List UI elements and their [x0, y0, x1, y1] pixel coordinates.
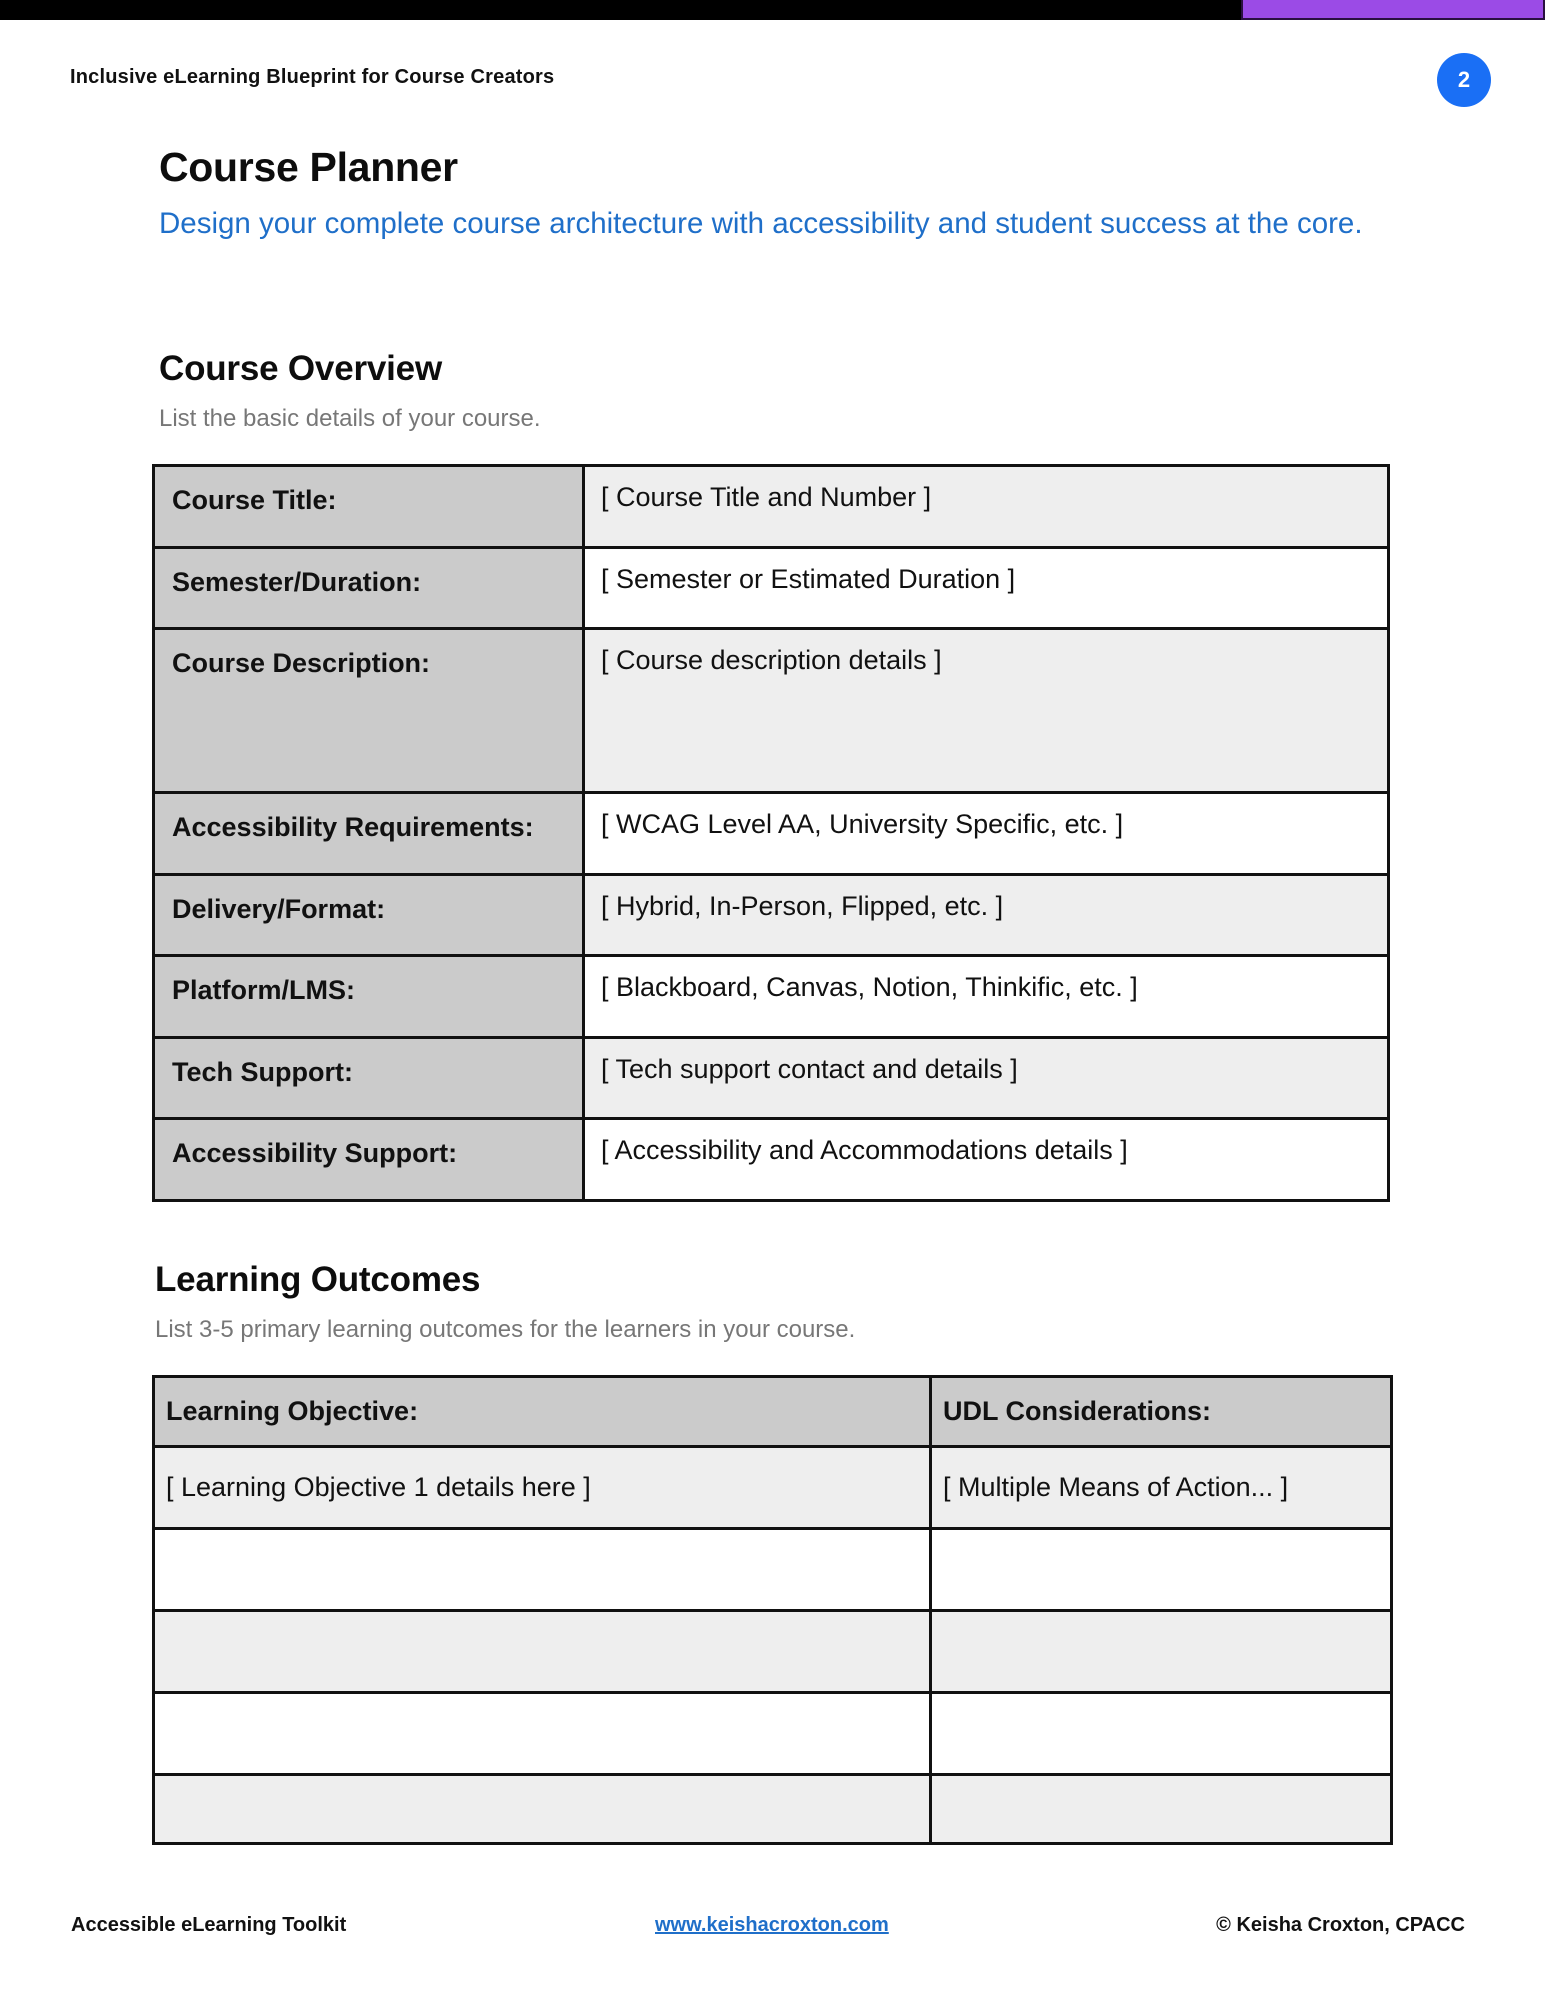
objective-field[interactable] — [154, 1611, 931, 1693]
course-overview-title: Course Overview — [159, 349, 442, 388]
outcome-row — [154, 1693, 1392, 1775]
learning-outcomes-table — [152, 1375, 1393, 1845]
overview-label: Delivery/Format: — [154, 874, 584, 956]
outcome-row — [154, 1447, 1392, 1529]
overview-row-semester — [154, 547, 1389, 629]
top-bar-accent — [1241, 0, 1545, 20]
overview-value-field[interactable]: [ Course Title and Number ] — [584, 466, 1389, 548]
objective-field[interactable] — [154, 1529, 931, 1611]
footer-toolkit-name: Accessible eLearning Toolkit — [71, 1914, 347, 1936]
page-subtitle: Design your complete course architecture with accessibility and student success at the core. — [159, 207, 1363, 240]
outcome-row — [154, 1775, 1392, 1844]
outcomes-header-row — [154, 1377, 1392, 1447]
overview-value-field[interactable]: [ Semester or Estimated Duration ] — [584, 547, 1389, 629]
udl-field[interactable] — [931, 1693, 1392, 1775]
overview-row-accessibility-support — [154, 1119, 1389, 1201]
overview-label: Tech Support: — [154, 1037, 584, 1119]
overview-row-tech-support — [154, 1037, 1389, 1119]
footer-copyright: © Keisha Croxton, CPACC — [1216, 1914, 1465, 1936]
learning-outcomes-title: Learning Outcomes — [155, 1260, 481, 1299]
udl-field[interactable] — [931, 1775, 1392, 1844]
overview-row-platform — [154, 956, 1389, 1038]
outcome-row — [154, 1529, 1392, 1611]
page-title: Course Planner — [159, 144, 458, 190]
course-overview-table — [152, 464, 1390, 1202]
overview-row-description — [154, 629, 1389, 793]
objective-field[interactable] — [154, 1775, 931, 1844]
page-number-badge — [1437, 53, 1491, 107]
page-number: 2 — [1457, 67, 1471, 92]
overview-label: Platform/LMS: — [154, 956, 584, 1038]
overview-value-field[interactable]: [ Blackboard, Canvas, Notion, Thinkific, etc. ] — [584, 956, 1389, 1038]
objective-field[interactable] — [154, 1693, 931, 1775]
learning-outcomes-description: List 3-5 primary learning outcomes for the learners in your course. — [155, 1316, 856, 1343]
overview-label: Course Description: — [154, 629, 584, 793]
overview-value-field[interactable]: [ Accessibility and Accommodations details ] — [584, 1119, 1389, 1201]
overview-value-field[interactable]: [ Course description details ] — [584, 629, 1389, 793]
column-header-learning-objective: Learning Objective: — [154, 1377, 931, 1447]
overview-value-field[interactable]: [ WCAG Level AA, University Specific, etc. ] — [584, 793, 1389, 875]
document-header-title: Inclusive eLearning Blueprint for Course Creators — [70, 66, 555, 88]
overview-row-delivery — [154, 874, 1389, 956]
course-overview-description: List the basic details of your course. — [159, 405, 541, 432]
column-header-udl-considerations: UDL Considerations: — [931, 1377, 1392, 1447]
overview-row-accessibility-requirements — [154, 793, 1389, 875]
outcome-row — [154, 1611, 1392, 1693]
udl-field[interactable]: [ Multiple Means of Action... ] — [931, 1447, 1392, 1529]
udl-field[interactable] — [931, 1611, 1392, 1693]
overview-value-field[interactable]: [ Tech support contact and details ] — [584, 1037, 1389, 1119]
overview-row-course-title — [154, 466, 1389, 548]
overview-label: Course Title: — [154, 466, 584, 548]
overview-value-field[interactable]: [ Hybrid, In-Person, Flipped, etc. ] — [584, 874, 1389, 956]
udl-field[interactable] — [931, 1529, 1392, 1611]
overview-label: Accessibility Requirements: — [154, 793, 584, 875]
overview-label: Semester/Duration: — [154, 547, 584, 629]
footer-website-link[interactable]: www.keishacroxton.com — [655, 1914, 889, 1936]
overview-label: Accessibility Support: — [154, 1119, 584, 1201]
objective-field[interactable]: [ Learning Objective 1 details here ] — [154, 1447, 931, 1529]
